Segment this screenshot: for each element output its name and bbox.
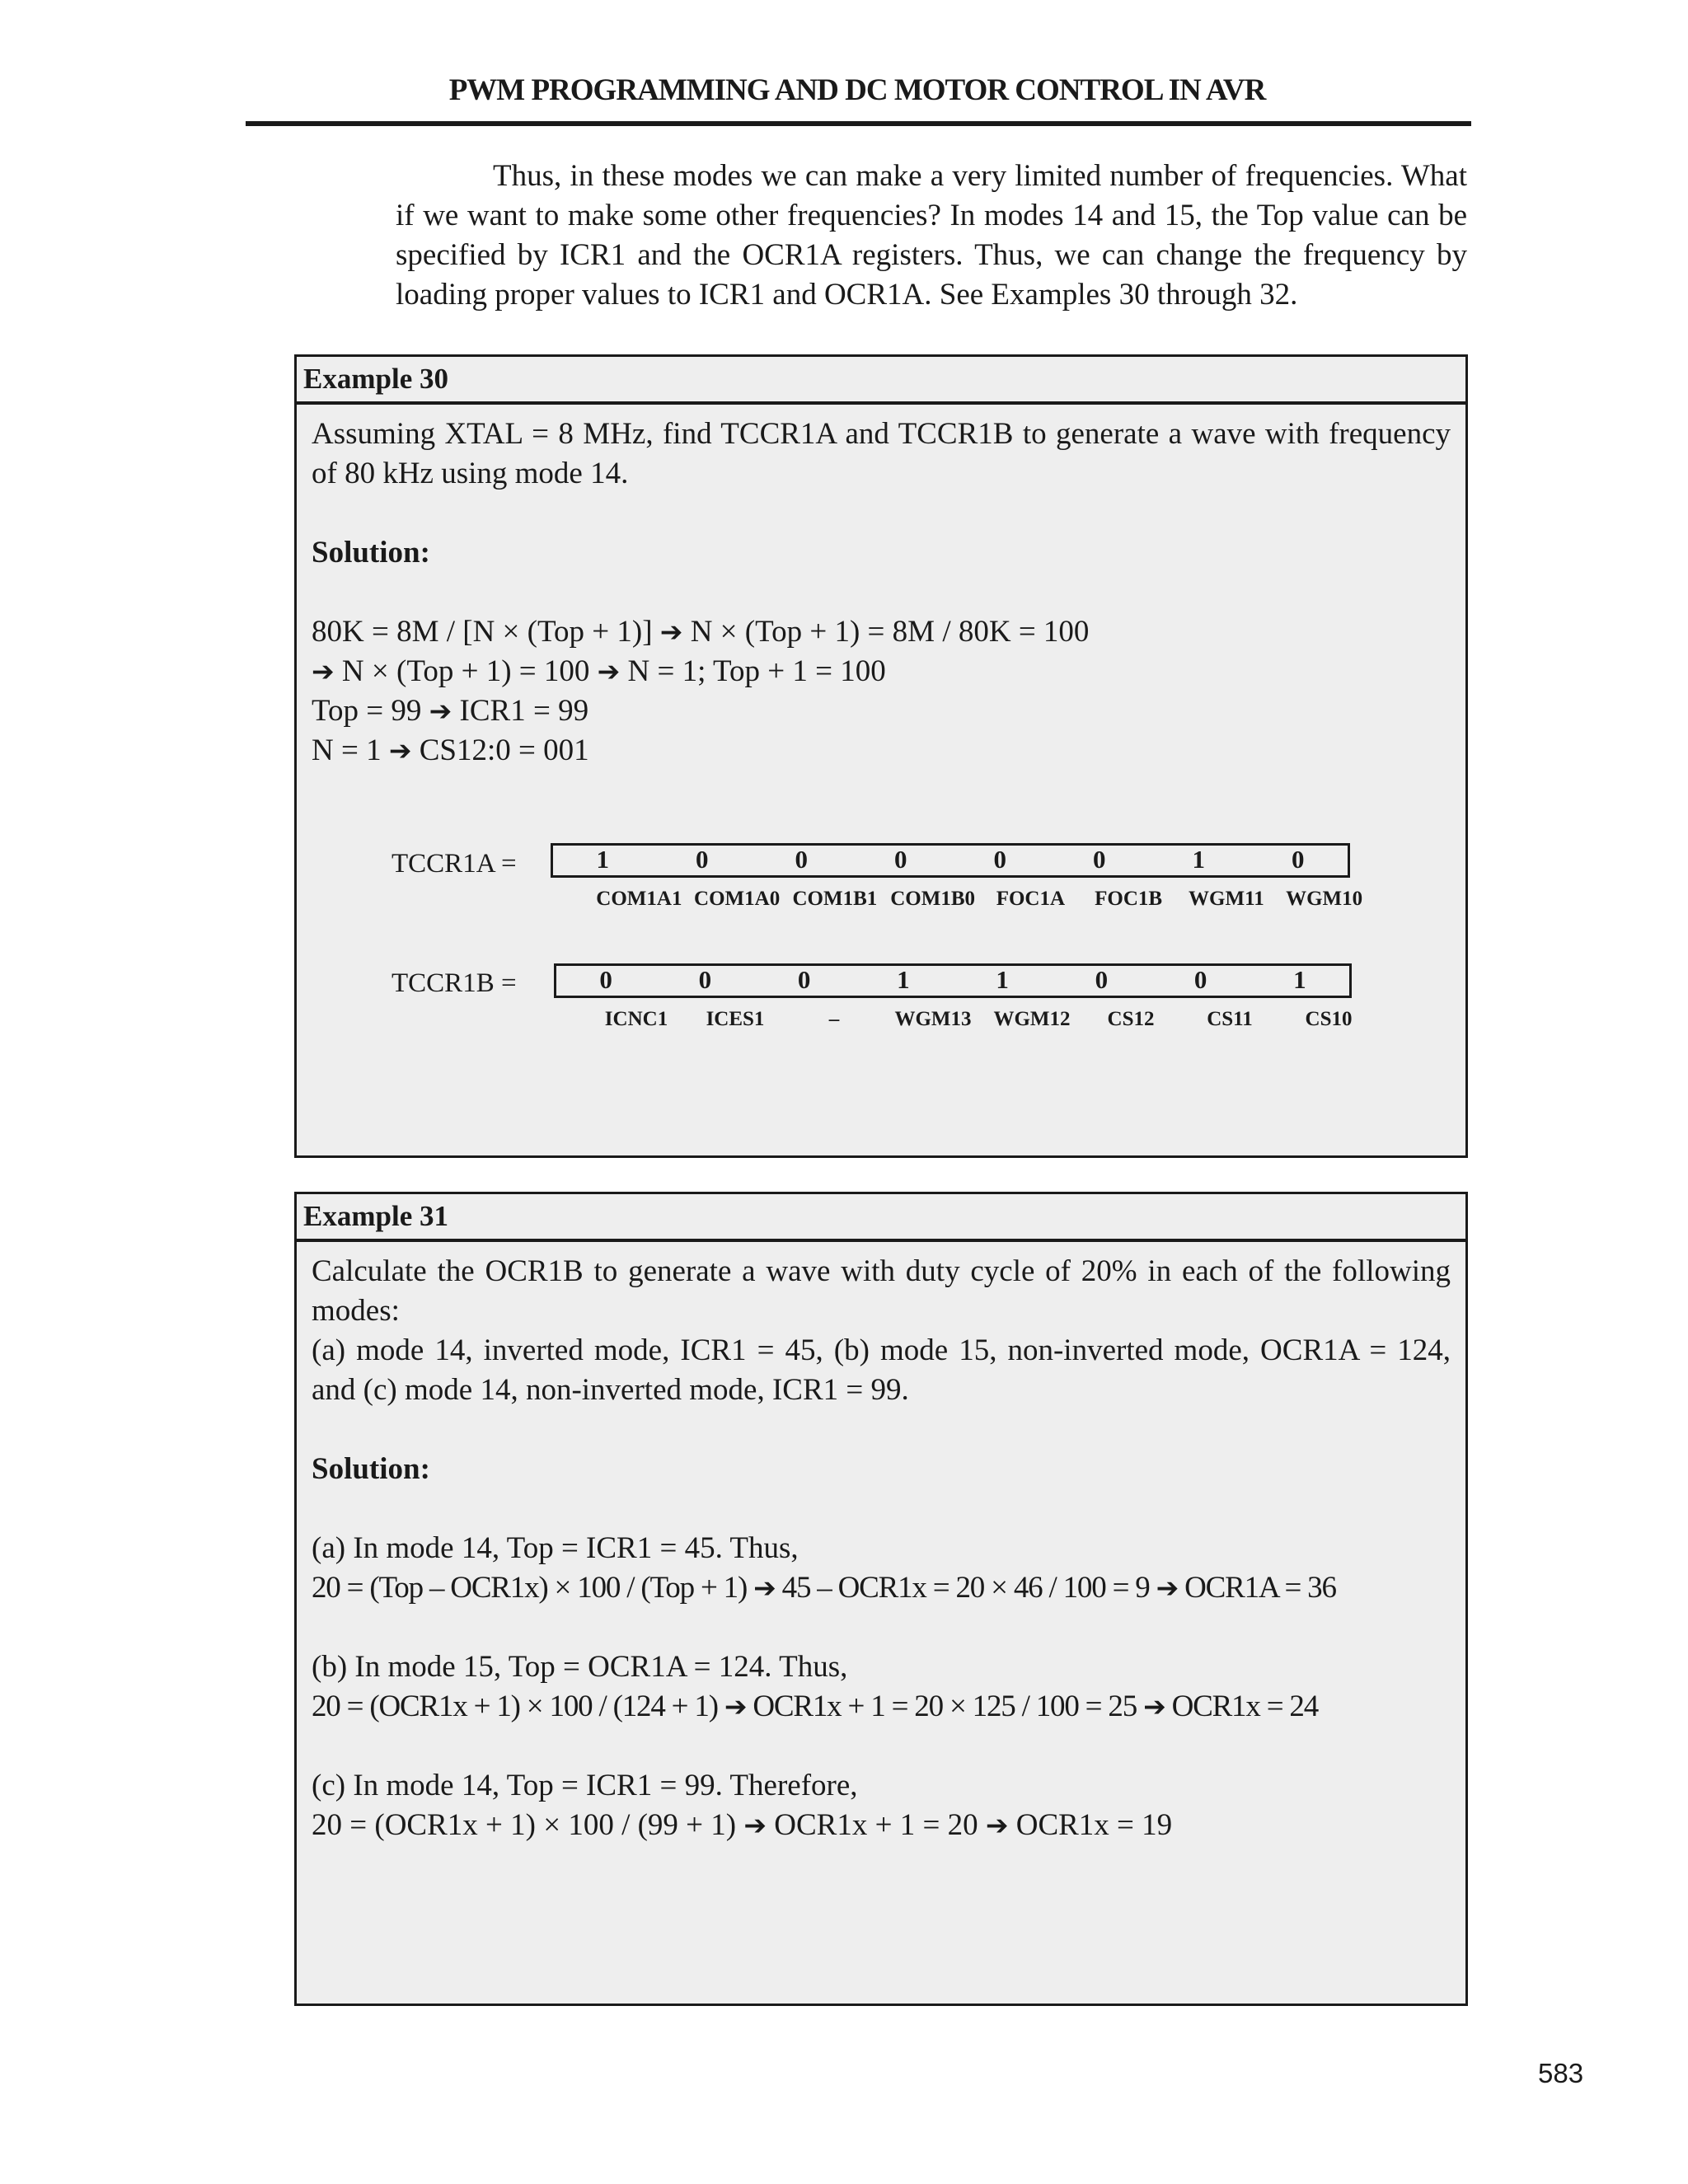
tccr1a-name-3: FOC1A: [996, 888, 1066, 910]
arrow-icon: ➔: [743, 1809, 767, 1841]
example-31-body: [297, 1242, 1465, 1845]
example-30-line-2: ➔ N × (Top + 1) = 100 ➔ N = 1; Top + 1 = 100: [312, 654, 886, 688]
tccr1b-name-4: WGM13: [894, 1008, 972, 1030]
tccr1b-bit-0: 1: [1293, 965, 1306, 994]
tccr1b-bit-6: 0: [698, 965, 712, 994]
tccr1b-name-5: –: [828, 1008, 840, 1030]
tccr1b-name-1: CS11: [1207, 1008, 1253, 1030]
tccr1a-bit-6: 0: [696, 845, 709, 874]
tccr1b-bit-4: 1: [897, 965, 910, 994]
arrow-icon: ➔: [659, 616, 683, 648]
example-30-title: Example 30: [297, 357, 1465, 405]
tccr1b-name-6: ICES1: [706, 1008, 765, 1030]
example-30-solution-label: Solution:: [312, 536, 430, 569]
tccr1a-bit-5: 0: [795, 845, 808, 874]
part-a-intro: (a) In mode 14, Top = ICR1 = 45. Thus,: [312, 1531, 799, 1565]
tccr1a-bit-names: [590, 888, 1373, 911]
example-31-solution-label: Solution:: [312, 1452, 430, 1486]
example-30-problem: Assuming XTAL = 8 MHz, find TCCR1A and TCCR1B to generate a wave with frequency of 80 kHz using mode 14.: [312, 417, 1451, 490]
tccr1a-name-2: FOC1B: [1095, 888, 1163, 910]
example-30-body: [297, 405, 1465, 771]
example-30-line-4: N = 1 ➔ CS12:0 = 001: [312, 733, 589, 767]
arrow-icon: ➔: [312, 655, 335, 687]
tccr1a-bit-2: 0: [1093, 845, 1106, 874]
tccr1b-bit-names: [587, 1008, 1378, 1031]
tccr1b-bit-5: 0: [797, 965, 811, 994]
tccr1b-bit-2: 0: [1095, 965, 1109, 994]
arrow-icon: ➔: [597, 655, 621, 687]
header-rule: [246, 121, 1471, 126]
example-31-problem-1: Calculate the OCR1B to generate a wave with duty cycle of 20% in each of the following modes:: [312, 1254, 1451, 1328]
part-c-intro: (c) In mode 14, Top = ICR1 = 99. Therefore,: [312, 1769, 858, 1802]
tccr1b-name-0: CS10: [1305, 1008, 1353, 1030]
intro-paragraph: Thus, in these modes we can make a very limited number of frequencies. What if we want to make some other frequencies? In modes 14 and 15, the Top value can be specified by ICR1 and the OCR1A registers. Thus, we can change the frequency by loading proper values to ICR1 and OCR1A. See Examples 30 through 32.: [396, 159, 1467, 312]
arrow-icon: ➔: [724, 1690, 747, 1722]
tccr1b-bit-1: 0: [1193, 965, 1207, 994]
arrow-icon: ➔: [1156, 1572, 1179, 1604]
example-31-box: [294, 1192, 1468, 2006]
tccr1b-name-7: ICNC1: [604, 1008, 668, 1030]
part-a-calc: 20 = (Top – OCR1x) × 100 / (Top + 1) ➔ 45 – OCR1x = 20 × 46 / 100 = 9 ➔ OCR1A = 36: [312, 1571, 1336, 1605]
arrow-icon: ➔: [753, 1572, 776, 1604]
arrow-icon: ➔: [388, 734, 412, 766]
tccr1b-register: [554, 963, 1352, 998]
tccr1a-name-0: WGM10: [1286, 888, 1363, 910]
tccr1a-bit-3: 0: [993, 845, 1006, 874]
tccr1a-register: [551, 843, 1350, 878]
part-b-intro: (b) In mode 15, Top = OCR1A = 124. Thus,: [312, 1650, 848, 1684]
arrow-icon: ➔: [1143, 1690, 1165, 1722]
example-30-box: [294, 354, 1468, 1158]
tccr1a-name-6: COM1A0: [694, 888, 781, 910]
example-30-line-3: Top = 99 ➔ ICR1 = 99: [312, 694, 589, 728]
page-number: 583: [1538, 2058, 1584, 2088]
example-31-problem-2: (a) mode 14, inverted mode, ICR1 = 45, (b) mode 15, non-inverted mode, OCR1A = 124, and (c) mode 14, non-inverted mode, ICR1 = 99.: [312, 1333, 1451, 1407]
tccr1b-label: TCCR1B =: [392, 968, 517, 998]
tccr1b-bit-3: 1: [996, 965, 1009, 994]
tccr1a-bit-1: 1: [1192, 845, 1205, 874]
example-30-line-1: 80K = 8M / [N × (Top + 1)] ➔ N × (Top + 1) = 8M / 80K = 100: [312, 615, 1090, 649]
tccr1a-name-1: WGM11: [1189, 888, 1264, 910]
arrow-icon: ➔: [429, 695, 452, 727]
tccr1a-label: TCCR1A =: [392, 849, 517, 879]
tccr1b-name-3: WGM12: [993, 1008, 1071, 1030]
tccr1a-name-7: COM1A1: [596, 888, 682, 910]
tccr1a-name-5: COM1B1: [792, 888, 878, 910]
tccr1a-bit-4: 0: [894, 845, 907, 874]
example-31-title: Example 31: [297, 1194, 1465, 1242]
tccr1a-bit-0: 0: [1292, 845, 1305, 874]
running-head: PWM PROGRAMMING AND DC MOTOR CONTROL IN AVR: [448, 73, 1266, 107]
tccr1b-bit-7: 0: [599, 965, 612, 994]
arrow-icon: ➔: [985, 1809, 1009, 1841]
tccr1b-name-2: CS12: [1107, 1008, 1155, 1030]
part-b-calc: 20 = (OCR1x + 1) × 100 / (124 + 1) ➔ OCR1x + 1 = 20 × 125 / 100 = 25 ➔ OCR1x = 24: [312, 1690, 1319, 1723]
tccr1a-bit-7: 1: [596, 845, 609, 874]
tccr1a-name-4: COM1B0: [890, 888, 976, 910]
part-c-calc: 20 = (OCR1x + 1) × 100 / (99 + 1) ➔ OCR1x + 1 = 20 ➔ OCR1x = 19: [312, 1808, 1173, 1842]
